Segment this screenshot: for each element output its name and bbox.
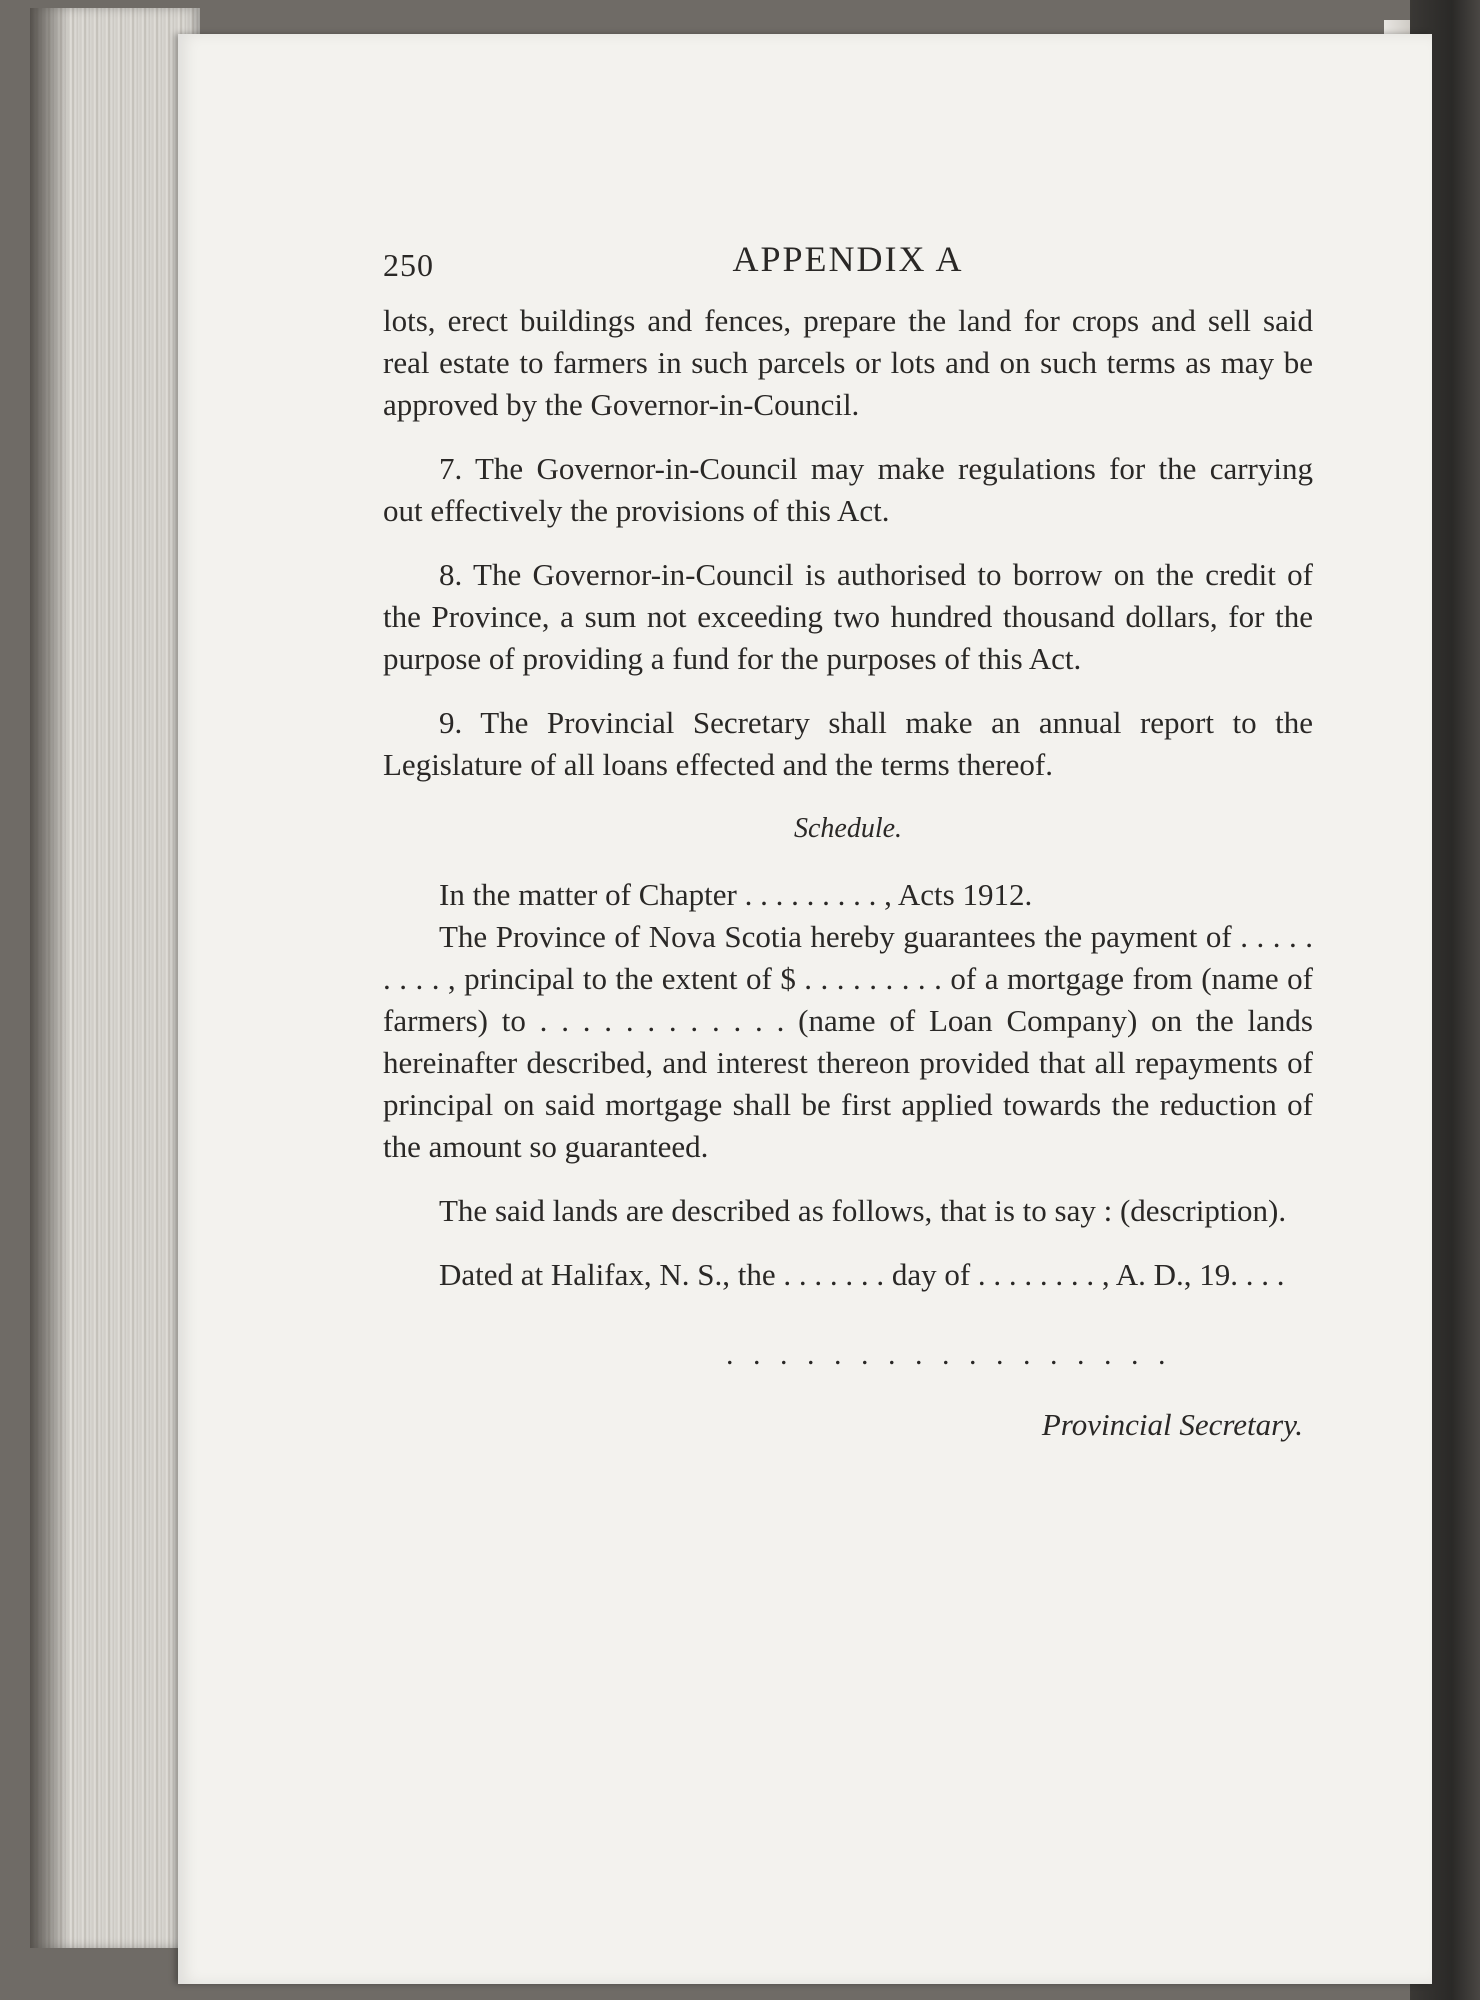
running-head: APPENDIX A [732,239,964,279]
schedule-guarantee-paragraph: The Province of Nova Scotia hereby guarantees the payment of . . . . . . . . . , principal to the extent of $ . . . . . . . . . of a mortgage from (name of farmers) to . . . . . . . . . . . . (name of Loan Company) on the lands hereinafter described, and interest thereon provided that all repayments of principal on said mortgage shall be first applied towards the reduction of the amount so guaranteed. [383,919,1313,1164]
section-9-paragraph: 9. The Provincial Secretary shall make an annual report to the Legislature of all loans effected and the terms thereof. [383,705,1313,782]
schedule-matter-line: In the matter of Chapter . . . . . . . . . , Acts 1912. [439,877,1033,912]
schedule-dated-paragraph: Dated at Halifax, N. S., the . . . . . . . day of . . . . . . . . , A. D., 19. . . . [439,1257,1285,1292]
schedule-heading: Schedule. [793,813,903,844]
continued-paragraph: lots, erect buildings and fences, prepare the land for crops and sell said real estate to farmers in such parcels or lots and on such terms as may be approved by the Governor-in-Council. [383,303,1313,422]
page-header [383,234,1313,300]
signature-line: . . . . . . . . . . . . . . . . . [726,1338,1172,1371]
section-7-paragraph: 7. The Governor-in-Council may make regulations for the carrying out effectively the provisions of this Act. [383,451,1313,528]
section-8-paragraph: 8. The Governor-in-Council is authorised to borrow on the credit of the Province, a sum not exceeding two hundred thousand dollars, for the purpose of providing a fund for the purposes of this Act. [383,557,1313,676]
page-number: 250 [383,247,434,283]
page-text-block [383,234,1313,1446]
schedule-lands-paragraph: The said lands are described as follows, that is to say : (description). [439,1193,1287,1228]
book-page-edges [30,8,200,1948]
signatory-title: Provincial Secretary. [1041,1407,1303,1442]
book-page [178,34,1432,1984]
